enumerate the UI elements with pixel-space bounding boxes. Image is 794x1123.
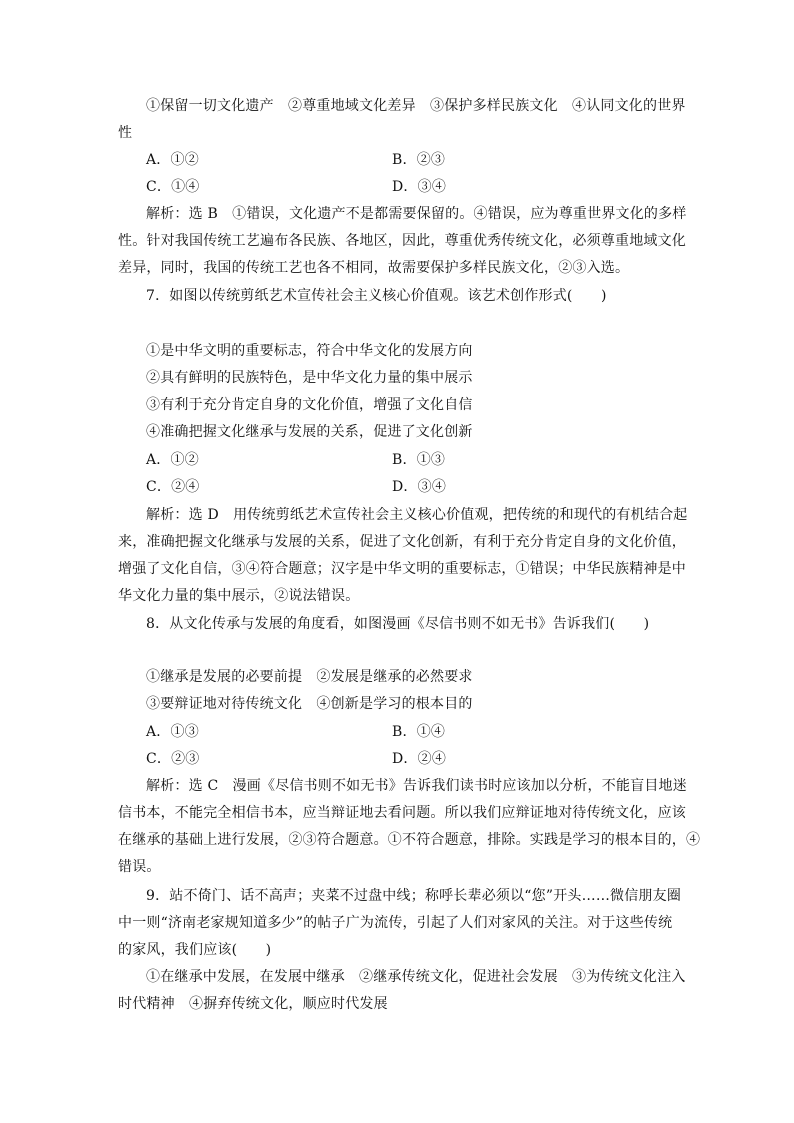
q9-options-line: 时代精神 ④摒弃传统文化，顺应时代发展	[118, 996, 388, 1012]
q8-analysis-line: 解析：选 C 漫画《尽信书则不如无书》告诉我们读书时应该加以分析，不能盲目地迷	[146, 778, 687, 794]
q7-analysis-line: 来，准确把握文化继承与发展的关系，促进了文化创新，有利于充分肯定自身的文化价值，	[118, 534, 686, 550]
q8-choice-b: B．①④	[392, 724, 446, 740]
q9-stem-line: 9．站不倚门、话不高声；夹菜不过盘中线；称呼长辈必须以“您”开头……微信朋友圈	[146, 888, 682, 904]
q7-option-4: ④准确把握文化继承与发展的关系，促进了文化创新	[146, 424, 473, 440]
q9-options-line: ①在继承中发展，在发展中继承 ②继承传统文化，促进社会发展 ③为传统文化注入	[146, 969, 686, 985]
q6-choice-b: B．②③	[392, 152, 446, 168]
q7-analysis-line: 解析：选 D 用传统剪纸艺术宣传社会主义核心价值观，把传统的和现代的有机结合起	[146, 507, 688, 523]
q6-choice-c: C．①④	[146, 179, 200, 195]
q7-choice-d: D．③④	[392, 479, 447, 495]
q7-stem: 7．如图以传统剪纸艺术宣传社会主义核心价值观。该艺术创作形式( )	[146, 288, 607, 304]
q8-analysis-line: 错误。	[118, 859, 161, 875]
q8-choice-c: C．②③	[146, 751, 200, 767]
q6-choice-a: A．①②	[146, 152, 199, 168]
q8-choice-a: A．①③	[146, 724, 199, 740]
q6-analysis-line: 性。针对我国传统工艺遍布各民族、各地区，因此，尊重优秀传统文化，必须尊重地域文化	[118, 233, 686, 249]
q7-analysis-line: 增强了文化自信，③④符合题意；汉字是中华文明的重要标志，①错误；中华民族精神是中	[118, 561, 686, 577]
q7-analysis-line: 华文化力量的集中展示，②说法错误。	[118, 588, 360, 604]
q9-stem-line: 的家风，我们应该( )	[118, 942, 272, 958]
q7-option-1: ①是中华文明的重要标志，符合中华文化的发展方向	[146, 343, 473, 359]
q7-choice-c: C．②④	[146, 479, 200, 495]
q7-choice-a: A．①②	[146, 452, 199, 468]
q6-analysis-line: 解析：选 B ①错误，文化遗产不是都需要保留的。④错误，应为尊重世界文化的多样	[146, 206, 687, 222]
q6-options-line-2: 性	[118, 125, 133, 141]
q8-choice-d: D．②④	[392, 751, 447, 767]
q8-options-line-1: ①继承是发展的必要前提 ②发展是继承的必然要求	[146, 669, 473, 685]
q6-options-line-1: ①保留一切文化遗产 ②尊重地域文化差异 ③保护多样民族文化 ④认同文化的世界	[146, 98, 686, 114]
q8-analysis-line: 在继承的基础上进行发展，②③符合题意。①不符合题意，排除。实践是学习的根本目的，④	[118, 832, 701, 848]
q8-analysis-line: 信书本，不能完全相信书本，应当辩证地去看问题。所以我们应辩证地对待传统文化，应该	[118, 805, 686, 821]
q8-options-line-2: ③要辩证地对待传统文化 ④创新是学习的根本目的	[146, 696, 473, 712]
q6-choice-d: D．③④	[392, 179, 447, 195]
q7-option-3: ③有利于充分肯定自身的文化价值，增强了文化自信	[146, 397, 473, 413]
q7-choice-b: B．①③	[392, 452, 446, 468]
q9-stem-line: 中一则“济南老家规知道多少”的帖子广为流传，引起了人们对家风的关注。对于这些传统	[118, 915, 673, 931]
q6-analysis-line: 差异，同时，我国的传统工艺也各不相同，故需要保护多样民族文化，②③入选。	[118, 260, 630, 276]
q8-stem: 8．从文化传承与发展的角度看，如图漫画《尽信书则不如无书》告诉我们( )	[146, 616, 650, 632]
q7-option-2: ②具有鲜明的民族特色，是中华文化力量的集中展示	[146, 370, 473, 386]
